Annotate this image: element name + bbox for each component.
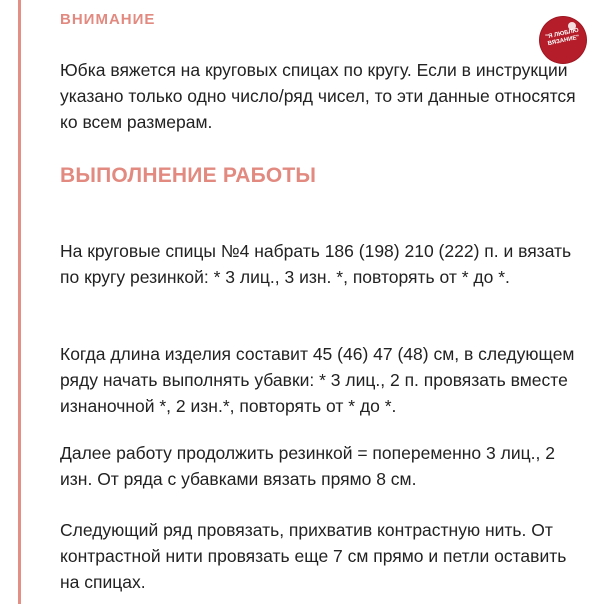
attention-heading: ВНИМАНИЕ: [60, 11, 156, 28]
work-heading: ВЫПОЛНЕНИЕ РАБОТЫ: [60, 164, 317, 187]
work-paragraph-decreases: Когда длина изделия составит 45 (46) 47 (48) см, в следующем ряду начать выполнять убавки: * 3 лиц., 2 п. провязать вместе изнаночной *, 2 изн.*, повторять от * до *.: [60, 344, 575, 416]
left-accent-rule: [18, 0, 21, 604]
work-paragraph-contrast-yarn: Следующий ряд провязать, прихватив контрастную нить. От контрастной нити провязать еще 7 см прямо и петли оставить на спицах.: [60, 520, 567, 592]
work-paragraph-ribbing: Далее работу продолжить резинкой = попеременно 3 лиц., 2 изн. От ряда с убавками вязать прямо 8 см.: [60, 443, 555, 489]
work-paragraph-cast-on: На круговые спицы №4 набрать 186 (198) 210 (222) п. и вязать по кругу резинкой: * 3 лиц., 3 изн. *, повторять от * до *.: [60, 241, 572, 287]
attention-paragraph: Юбка вяжется на круговых спицах по кругу. Если в инструкции указано только одно число/ряд чисел, то эти данные относятся ко всем размерам.: [60, 60, 576, 132]
logo-text: "Я ЛЮБЛЮ ВЯЗАНИЕ": [545, 27, 580, 48]
